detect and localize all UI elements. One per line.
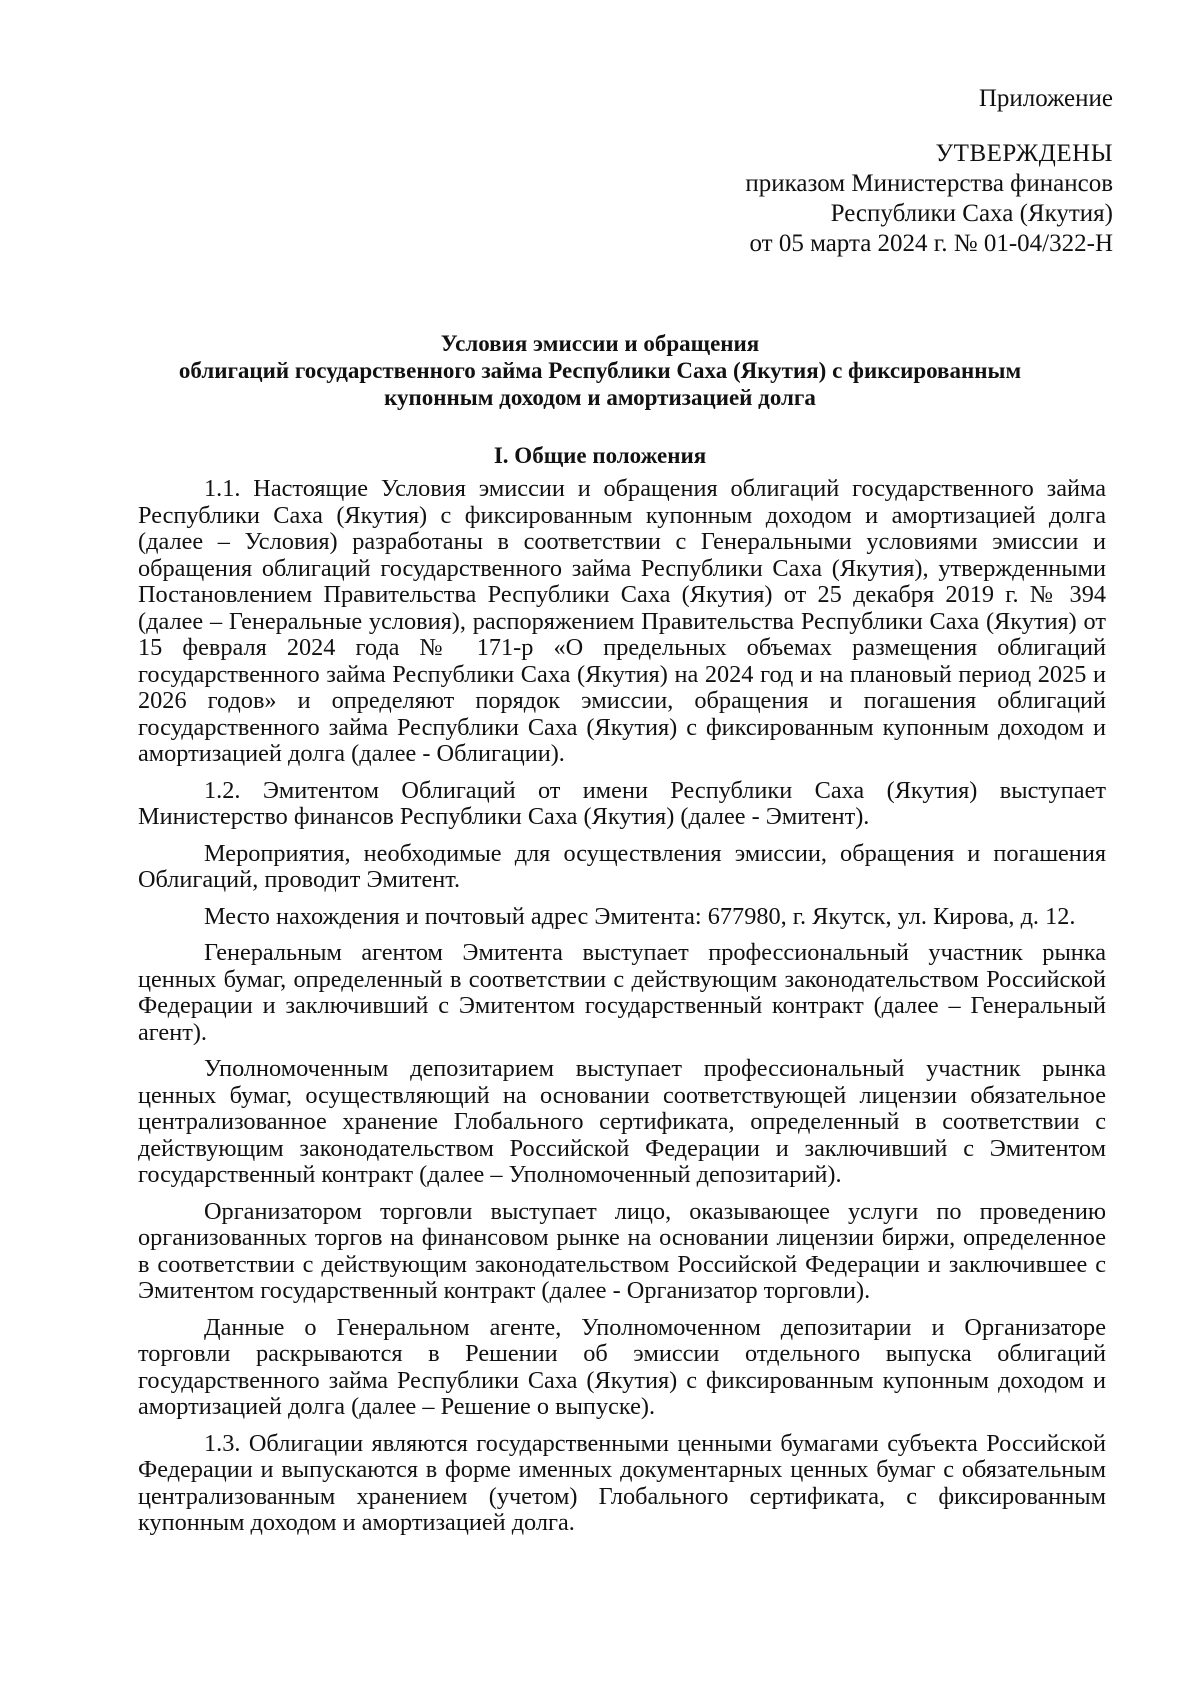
appendix-label: Приложение [978, 85, 1113, 112]
paragraph-address: Место нахождения и почтовый адрес Эмитента: 677980, г. Якутск, ул. Кирова, д. 12. [204, 902, 1076, 930]
title-line-2: облигаций государственного займа Республики Саха (Якутия) с фиксированным [178, 358, 1022, 383]
paragraph-trade-organizer: Организатором торговли выступает лицо, оказывающее услуги по проведению организованных торгов на финансовом рынке на основании лицензии биржи, определенное в соответствии с действующим законодательством Российской Федерации и заключившее с Эмитентом государственный контракт (далее - Организатор торговли). [138, 1197, 1106, 1304]
order-line-2: Республики Саха (Якутия) [830, 200, 1113, 227]
paragraph-1-2: 1.2. Эмитентом Облигаций от имени Республики Саха (Якутия) выступает Министерство финансов Республики Саха (Якутия) (далее - Эмитент). [138, 776, 1106, 830]
document-title [150, 330, 1050, 411]
order-line-1: приказом Министерства финансов [745, 170, 1113, 197]
body-text [138, 476, 1106, 1547]
paragraph-general-agent: Генеральным агентом Эмитента выступает профессиональный участник рынка ценных бумаг, определенный в соответствии с действующим законодательством Российской Федерации и заключивший с Эмитентом государственный контракт (далее – Генеральный агент). [138, 939, 1106, 1046]
paragraph-disclosure: Данные о Генеральном агенте, Уполномоченном депозитарии и Организаторе торговли раскрываются в Решении об эмиссии отдельного выпуска облигаций государственного займа Республики Саха (Якутия) с фиксированным купонным доходом и амортизацией долга (далее – Решение о выпуске). [138, 1313, 1106, 1420]
order-line-3: от 05 марта 2024 г. № 01-04/322-Н [749, 230, 1113, 257]
title-line-3: купонным доходом и амортизацией долга [384, 385, 816, 410]
approved-label: УТВЕРЖДЕНЫ [935, 140, 1113, 167]
paragraph-activities: Мероприятия, необходимые для осуществления эмиссии, обращения и погашения Облигаций, проводит Эмитент. [138, 839, 1106, 893]
title-line-1: Условия эмиссии и обращения [440, 331, 760, 356]
paragraph-depository: Уполномоченным депозитарием выступает профессиональный участник рынка ценных бумаг, осуществляющий на основании соответствующей лицензии обязательное централизованное хранение Глобального сертификата, определенный в соответствии с действующим законодательством Российской Федерации и заключивший с Эмитентом государственный контракт (далее – Уполномоченный депозитарий). [138, 1055, 1106, 1188]
paragraph-1-3: 1.3. Облигации являются государственными ценными бумагами субъекта Российской Федерации и выпускаются в форме именных документарных ценных бумаг с обязательным централизованным хранением (учетом) Глобального сертификата, с фиксированным купонным доходом и амортизацией долга. [138, 1429, 1106, 1536]
section-heading: I. Общие положения [493, 443, 707, 468]
paragraph-1-1: 1.1. Настоящие Условия эмиссии и обращения облигаций государственного займа Республики Саха (Якутия) с фиксированным купонным доходом и амортизацией долга (далее – Условия) разработаны в соответствии с Генеральными условиями эмиссии и обращения облигаций государственного займа Республики Саха (Якутия), утвержденными Постановлением Правительства Республики Саха (Якутия) от 25 декабря 2019 г. № 394 (далее – Генеральные условия), распоряжением Правительства Республики Саха (Якутия) от 15 февраля 2024 года № 171-р «О предельных объемах размещения облигаций государственного займа Республики Саха (Якутия) на 2024 год и на плановый период 2025 и 2026 годов» и определяют порядок эмиссии, обращения и погашения облигаций государственного займа Республики Саха (Якутия) с фиксированным купонным доходом и амортизацией долга (далее - Облигации). [138, 475, 1106, 767]
approval-block [745, 139, 1113, 259]
